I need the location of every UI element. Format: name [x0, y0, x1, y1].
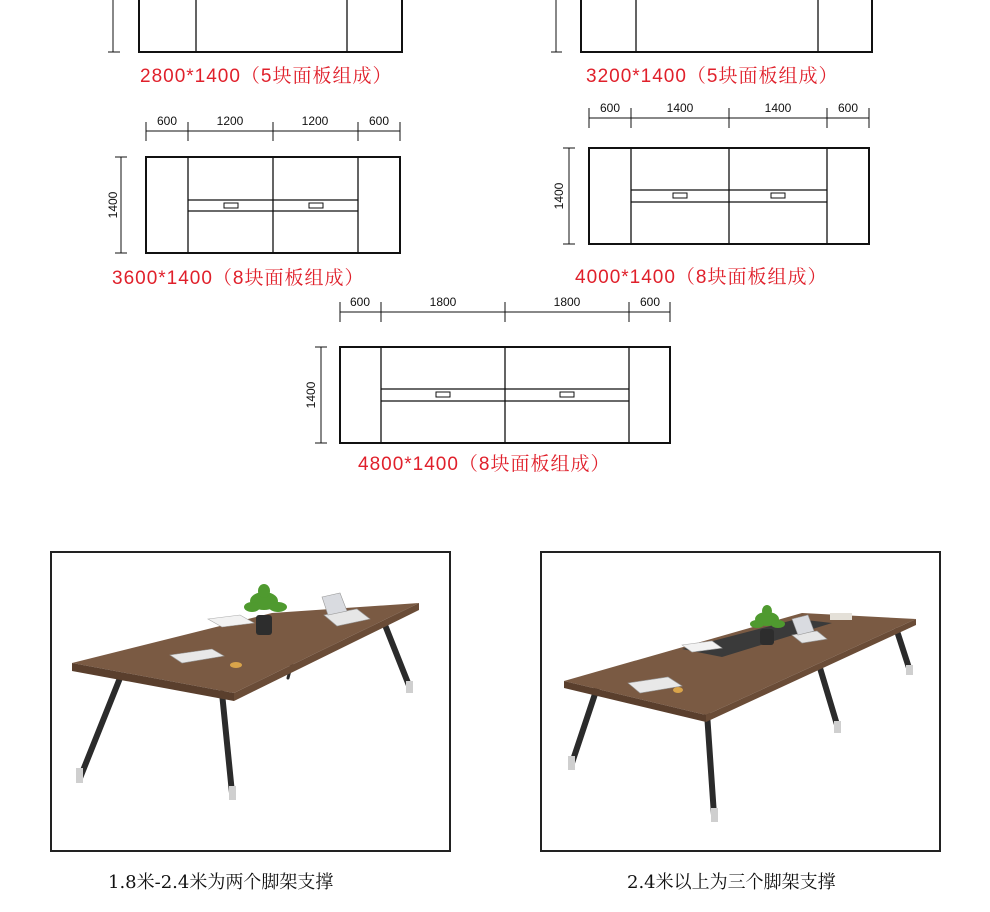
- table-photo-three-legs: [540, 551, 941, 852]
- dim-label: 1400: [106, 191, 120, 219]
- photo-caption-two-legs: 1.8米-2.4米为两个脚架支撑: [108, 872, 334, 893]
- dim-label: 600: [156, 114, 178, 128]
- dim-label: 1400: [304, 381, 318, 409]
- table-photo-two-legs: [50, 551, 451, 852]
- drawing-caption-2800: 2800*1400（5块面板组成）: [140, 66, 393, 87]
- dim-label: 1800: [553, 295, 581, 309]
- dim-label: 600: [837, 101, 859, 115]
- dim-label: 1800: [429, 295, 457, 309]
- table-outline-3200: [581, 0, 872, 52]
- drawing-caption-3200: 3200*1400（5块面板组成）: [586, 66, 839, 87]
- dim-label: 1400: [764, 101, 792, 115]
- dim-label: 600: [349, 295, 371, 309]
- dim-label: 600: [368, 114, 390, 128]
- table-outline-2800: [139, 0, 402, 52]
- drawing-caption-3600: 3600*1400（8块面板组成）: [112, 268, 365, 289]
- dim-label: 1400: [666, 101, 694, 115]
- table-illustration: [542, 553, 939, 850]
- table-illustration: [52, 553, 449, 850]
- dim-label: 1400: [552, 182, 566, 210]
- dim-label: 1200: [216, 114, 244, 128]
- dim-label: 1200: [301, 114, 329, 128]
- drawing-caption-4800: 4800*1400（8块面板组成）: [358, 454, 611, 475]
- dim-label: 600: [639, 295, 661, 309]
- photo-caption-three-legs: 2.4米以上为三个脚架支撑: [627, 872, 836, 893]
- dim-label: 600: [599, 101, 621, 115]
- drawing-caption-4000: 4000*1400（8块面板组成）: [575, 267, 828, 288]
